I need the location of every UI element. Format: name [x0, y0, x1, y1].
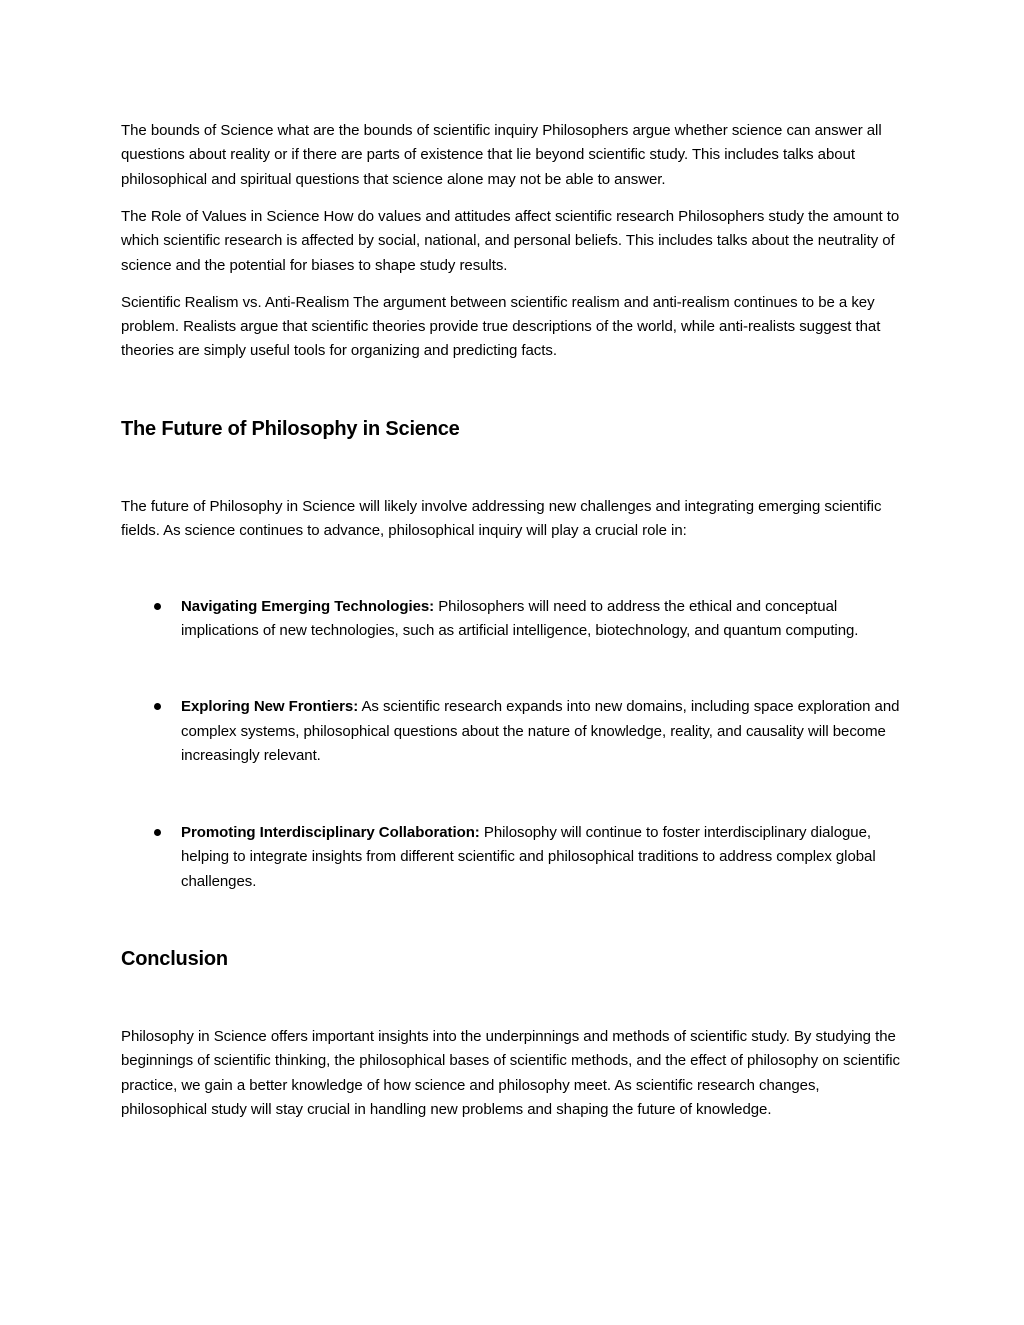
bullet-icon [154, 829, 161, 836]
list-item-text: As scientific research expands into new domains, including space exploration and complex systems, philosophical questions about the nature of knowledge, reality, and causality will become increasingly relevant. [181, 698, 900, 765]
list-item-new-frontiers [121, 695, 904, 768]
paragraph-future-intro: The future of Philosophy in Science will likely involve addressing new challenges and integrating emerging scientific fields. As science continues to advance, philosophical inquiry will play a crucial role in: [121, 497, 882, 540]
bullet-icon [154, 603, 161, 610]
list-item-interdisciplinary-collaboration [121, 821, 904, 894]
list-item-text: Philosophy will continue to foster interdisciplinary dialogue, helping to integrate insights from different scientific and philosophical traditions to address complex global challenges. [181, 823, 876, 890]
list-item-lead: Exploring New Frontiers: [181, 698, 359, 716]
bullet-icon [154, 703, 161, 710]
paragraph-scientific-realism: Scientific Realism vs. Anti-Realism The argument between scientific realism and anti-realism continues to be a key problem. Realists argue that scientific theories provide true descriptions of the world, while anti-realists suggest that theories are simply useful tools for organizing and predicting facts. [121, 293, 881, 360]
document-body [121, 119, 904, 1123]
list-item-text: Philosophers will need to address the ethical and conceptual implications of new technologies, such as artificial intelligence, biotechnology, and quantum computing. [181, 597, 859, 640]
bullet-list [121, 595, 904, 894]
list-item-lead: Promoting Interdisciplinary Collaboration: [181, 823, 480, 841]
heading-conclusion: Conclusion [121, 947, 228, 970]
heading-future-of-philosophy: The Future of Philosophy in Science [121, 417, 460, 440]
paragraph-conclusion: Philosophy in Science offers important insights into the underpinnings and methods of scientific study. By studying the beginnings of scientific thinking, the philosophical bases of scientific methods, and the effect of philosophy on scientific practice, we gain a better knowledge of how science and philosophy meet. As scientific research changes, philosophical study will stay crucial in handling new problems and shaping the future of knowledge. [121, 1027, 900, 1119]
list-item-emerging-technologies [121, 595, 904, 644]
list-item-lead: Navigating Emerging Technologies: [181, 597, 435, 615]
paragraph-role-of-values: The Role of Values in Science How do values and attitudes affect scientific research Philosophers study the amount to which scientific research is affected by social, national, and personal beliefs. This includes talks about the neutrality of science and the potential for biases to shape study results. [121, 207, 900, 274]
paragraph-bounds-of-science: The bounds of Science what are the bounds of scientific inquiry Philosophers argue whether science can answer all questions about reality or if there are parts of existence that lie beyond scientific study. This includes talks about philosophical and spiritual questions that science alone may not be able to answer. [121, 122, 882, 188]
